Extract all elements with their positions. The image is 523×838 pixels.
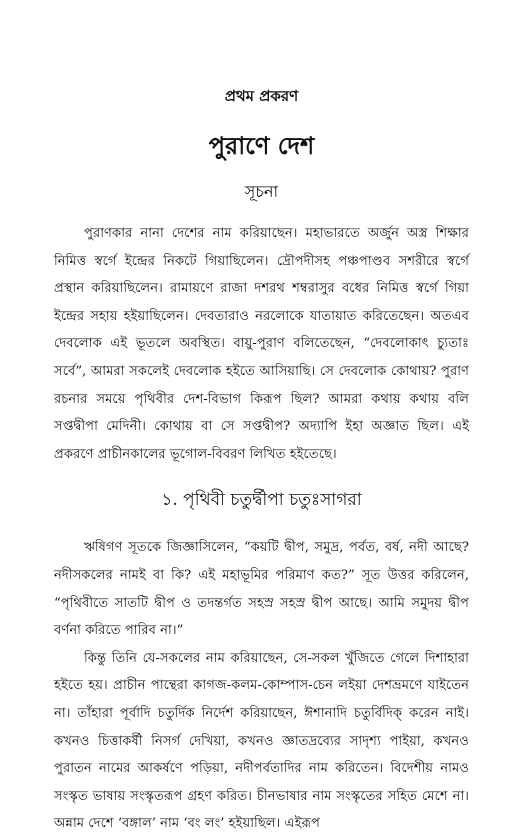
section-heading: ১. পৃথিবী চতুর্দ্বীপা চতুঃসাগরা bbox=[161, 490, 362, 511]
chapter-label: প্রথম প্রকরণ bbox=[224, 87, 299, 105]
intro-paragraph: পুরাণকার নানা দেশের নাম করিয়াছেন। মহাভারতে অর্জুন অস্ত্র শিক্ষার নিমিত্ত স্বর্গে ইন্দ্রের নিকটে গিয়াছিলেন। দ্রৌপদীসহ পঞ্চপাণ্ডব সশরীরে স্বর্গে প্রস্থান করিয়াছিলেন। রামায়ণে রাজা দশরথ শম্বরাসুর বধের নিমিত্ত স্বর্গে গিয়া ইন্দ্রের সহায় হইয়াছিলেন। দেবতারাও নরলোকে যাতায়াত করিতেছেন। অতএব দেবলোক এই ভূতলে অবস্থিত। বায়ু-পুরাণ বলিতেছেন, “দেবলোকাৎ চ্যুতাঃ সর্বে”, আমরা সকলেই দেবলোক হইতে আসিয়াছি। সে দেবলোক কোথায়? পুরাণ রচনার সময়ে পৃথিবীর দেশ-বিভাগ কিরূপ ছিল? আমরা কথায় কথায় বলি সপ্তদ্বীপা মেদিনী। কোথায় বা সে সপ্তদ্বীপ? অদ্যাপি ইহা অজ্ঞাত ছিল। এই প্রকরণে প্রাচীনকালের ভূগোল-বিবরণ লিখিত হইতেছে। bbox=[54, 226, 469, 462]
body-paragraph-1: ঋষিগণ সূতকে জিজ্ঞাসিলেন, “কয়টি দ্বীপ, সমুদ্র, পর্বত, বর্ষ, নদী আছে? নদীসকলের নামই বা কি? এই মহাভূমির পরিমাণ কত?” সূত উত্তর করিলেন, “পৃথিবীতে সাতটি দ্বীপ ও তদন্তর্গত সহস্র সহস্র দ্বীপ আছে। আমি সমুদয় দ্বীপ বর্ণনা করিতে পারিব না।” bbox=[54, 540, 469, 639]
body-paragraph-2: কিন্তু তিনি যে-সকলের নাম করিয়াছেন, সে-সকল খুঁজিতে গেলে দিশাহারা হইতে হয়। প্রাচীন পান্থেরা কাগজ-কলম-কোম্পাস-চেন লইয়া দেশভ্রমণে যাইতেন না। তাঁহারা পূর্বাদি চতুর্দিক নির্দেশ করিয়াছেন, ঈশানাদি চতুর্বিদিক্ করেন নাই। কখনও চিত্তাকর্ষী নিসর্গ দেখিয়া, কখনও জ্ঞাতদ্রব্যের সাদৃশ্য পাইয়া, কখনও পুরাতন নামের আকর্ষণে পড়িয়া, নদীপর্বতাদির নাম করিতেন। বিদেশীয় নামও সংস্কৃত ভাষায় সংস্কৃতরূপ গ্রহণ করিত। চীনভাষার নাম সংস্কৃতের সহিত মেশে না। অন্নাম দেশে ‘বঙ্গাল’ নাম ‘বং লং’ হইয়াছিল। এইরূপ bbox=[54, 650, 469, 832]
section-subtitle: সূচনা bbox=[244, 182, 279, 201]
page-title: পুরাণে দেশ bbox=[208, 131, 315, 160]
